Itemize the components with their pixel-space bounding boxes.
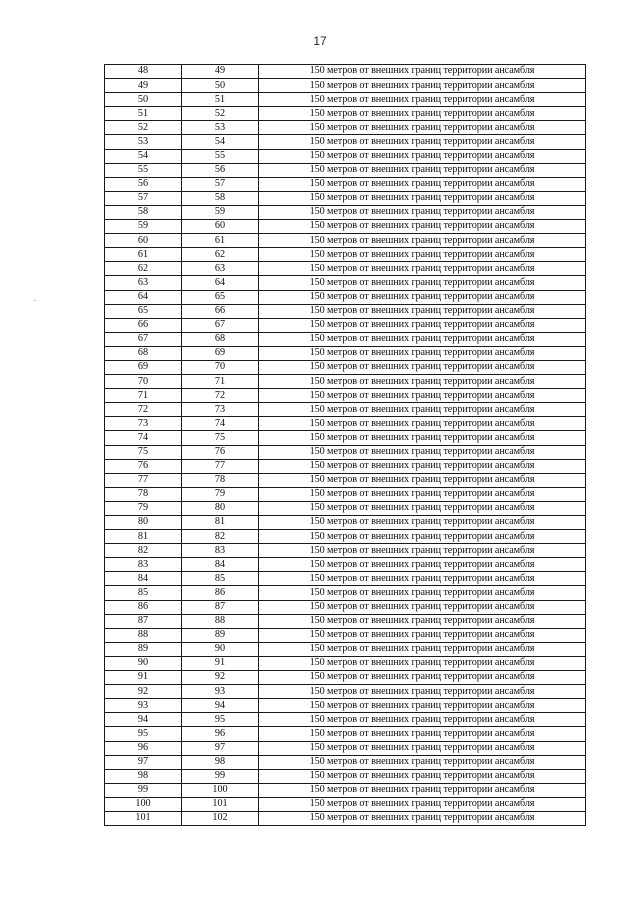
distance-description-cell: 150 метров от внешних границ территории ансамбля: [259, 191, 586, 205]
point-to-cell: 76: [182, 445, 259, 459]
point-from-cell: 73: [105, 417, 182, 431]
point-to-cell: 80: [182, 501, 259, 515]
distance-description-cell: 150 метров от внешних границ территории ансамбля: [259, 318, 586, 332]
table-row: [105, 516, 586, 530]
point-from-cell: 64: [105, 290, 182, 304]
point-from-cell: 55: [105, 163, 182, 177]
point-from-cell: 48: [105, 65, 182, 79]
table-row: [105, 797, 586, 811]
distance-description-cell: 150 метров от внешних границ территории ансамбля: [259, 558, 586, 572]
distance-description-cell: 150 метров от внешних границ территории ансамбля: [259, 516, 586, 530]
point-to-cell: 99: [182, 769, 259, 783]
point-from-cell: 49: [105, 79, 182, 93]
point-to-cell: 86: [182, 586, 259, 600]
point-to-cell: 60: [182, 220, 259, 234]
point-from-cell: 65: [105, 304, 182, 318]
table-row: [105, 191, 586, 205]
table-row: [105, 107, 586, 121]
point-to-cell: 91: [182, 656, 259, 670]
point-to-cell: 92: [182, 671, 259, 685]
point-from-cell: 74: [105, 431, 182, 445]
table-row: [105, 205, 586, 219]
distance-description-cell: 150 метров от внешних границ территории ансамбля: [259, 586, 586, 600]
point-from-cell: 61: [105, 248, 182, 262]
distance-description-cell: 150 метров от внешних границ территории ансамбля: [259, 346, 586, 360]
point-to-cell: 101: [182, 797, 259, 811]
table-row: [105, 177, 586, 191]
table-row: [105, 473, 586, 487]
point-from-cell: 86: [105, 600, 182, 614]
point-to-cell: 69: [182, 346, 259, 360]
distance-description-cell: 150 метров от внешних границ территории ансамбля: [259, 797, 586, 811]
distance-description-cell: 150 метров от внешних границ территории ансамбля: [259, 445, 586, 459]
point-to-cell: 100: [182, 783, 259, 797]
table-row: [105, 149, 586, 163]
point-from-cell: 50: [105, 93, 182, 107]
point-from-cell: 72: [105, 403, 182, 417]
point-to-cell: 97: [182, 741, 259, 755]
point-to-cell: 88: [182, 614, 259, 628]
point-from-cell: 69: [105, 360, 182, 374]
table-row: [105, 332, 586, 346]
point-to-cell: 70: [182, 360, 259, 374]
point-from-cell: 52: [105, 121, 182, 135]
distance-description-cell: 150 метров от внешних границ территории ансамбля: [259, 769, 586, 783]
point-to-cell: 87: [182, 600, 259, 614]
distance-description-cell: 150 метров от внешних границ территории ансамбля: [259, 234, 586, 248]
point-from-cell: 82: [105, 544, 182, 558]
table-row: [105, 685, 586, 699]
point-from-cell: 95: [105, 727, 182, 741]
table-row: [105, 600, 586, 614]
distance-description-cell: 150 метров от внешних границ территории ансамбля: [259, 65, 586, 79]
point-to-cell: 56: [182, 163, 259, 177]
point-from-cell: 63: [105, 276, 182, 290]
point-to-cell: 61: [182, 234, 259, 248]
point-from-cell: 59: [105, 220, 182, 234]
point-from-cell: 57: [105, 191, 182, 205]
distance-description-cell: 150 метров от внешних границ территории ансамбля: [259, 79, 586, 93]
point-to-cell: 59: [182, 205, 259, 219]
point-to-cell: 54: [182, 135, 259, 149]
point-to-cell: 98: [182, 755, 259, 769]
table-row: [105, 459, 586, 473]
point-to-cell: 82: [182, 530, 259, 544]
point-to-cell: 50: [182, 79, 259, 93]
point-to-cell: 55: [182, 149, 259, 163]
point-to-cell: 90: [182, 642, 259, 656]
point-from-cell: 62: [105, 262, 182, 276]
distance-description-cell: 150 метров от внешних границ территории ансамбля: [259, 628, 586, 642]
point-to-cell: 72: [182, 389, 259, 403]
table-body: [105, 65, 586, 826]
point-to-cell: 63: [182, 262, 259, 276]
point-from-cell: 99: [105, 783, 182, 797]
point-to-cell: 64: [182, 276, 259, 290]
distance-description-cell: 150 метров от внешних границ территории ансамбля: [259, 290, 586, 304]
table-row: [105, 135, 586, 149]
table-row: [105, 346, 586, 360]
point-from-cell: 67: [105, 332, 182, 346]
distance-description-cell: 150 метров от внешних границ территории ансамбля: [259, 671, 586, 685]
distance-description-cell: 150 метров от внешних границ территории ансамбля: [259, 163, 586, 177]
point-from-cell: 75: [105, 445, 182, 459]
distance-description-cell: 150 метров от внешних границ территории ансамбля: [259, 811, 586, 825]
distance-description-cell: 150 метров от внешних границ территории ансамбля: [259, 642, 586, 656]
table-row: [105, 318, 586, 332]
point-to-cell: 81: [182, 516, 259, 530]
table-row: [105, 544, 586, 558]
table-row: [105, 234, 586, 248]
table-row: [105, 121, 586, 135]
point-from-cell: 98: [105, 769, 182, 783]
distance-description-cell: 150 метров от внешних границ территории ансамбля: [259, 248, 586, 262]
distance-description-cell: 150 метров от внешних границ территории ансамбля: [259, 276, 586, 290]
point-from-cell: 79: [105, 501, 182, 515]
point-to-cell: 58: [182, 191, 259, 205]
table-row: [105, 65, 586, 79]
distance-description-cell: 150 метров от внешних границ территории ансамбля: [259, 107, 586, 121]
point-to-cell: 73: [182, 403, 259, 417]
distance-description-cell: 150 метров от внешних границ территории ансамбля: [259, 783, 586, 797]
distance-description-cell: 150 метров от внешних границ территории ансамбля: [259, 403, 586, 417]
point-from-cell: 53: [105, 135, 182, 149]
point-from-cell: 83: [105, 558, 182, 572]
table-row: [105, 530, 586, 544]
point-to-cell: 79: [182, 487, 259, 501]
table-row: [105, 699, 586, 713]
point-from-cell: 58: [105, 205, 182, 219]
point-to-cell: 53: [182, 121, 259, 135]
point-from-cell: 96: [105, 741, 182, 755]
point-to-cell: 74: [182, 417, 259, 431]
distance-description-cell: 150 метров от внешних границ территории ансамбля: [259, 205, 586, 219]
distance-description-cell: 150 метров от внешних границ территории ансамбля: [259, 417, 586, 431]
point-from-cell: 76: [105, 459, 182, 473]
distance-description-cell: 150 метров от внешних границ территории ансамбля: [259, 600, 586, 614]
distance-description-cell: 150 метров от внешних границ территории ансамбля: [259, 149, 586, 163]
distance-description-cell: 150 метров от внешних границ территории ансамбля: [259, 685, 586, 699]
distance-description-cell: 150 метров от внешних границ территории ансамбля: [259, 360, 586, 374]
point-to-cell: 102: [182, 811, 259, 825]
distance-description-cell: 150 метров от внешних границ территории ансамбля: [259, 389, 586, 403]
point-to-cell: 84: [182, 558, 259, 572]
point-from-cell: 60: [105, 234, 182, 248]
table-row: [105, 403, 586, 417]
point-from-cell: 90: [105, 656, 182, 670]
table-row: [105, 445, 586, 459]
distance-description-cell: 150 метров от внешних границ территории ансамбля: [259, 177, 586, 191]
point-to-cell: 95: [182, 713, 259, 727]
table-row: [105, 220, 586, 234]
table-row: [105, 304, 586, 318]
point-from-cell: 100: [105, 797, 182, 811]
point-from-cell: 92: [105, 685, 182, 699]
boundary-table: [104, 64, 586, 826]
table-row: [105, 375, 586, 389]
point-to-cell: 49: [182, 65, 259, 79]
table-row: [105, 727, 586, 741]
point-from-cell: 54: [105, 149, 182, 163]
point-from-cell: 66: [105, 318, 182, 332]
table-row: [105, 276, 586, 290]
point-to-cell: 51: [182, 93, 259, 107]
point-from-cell: 80: [105, 516, 182, 530]
table-row: [105, 163, 586, 177]
table-row: [105, 769, 586, 783]
distance-description-cell: 150 метров от внешних границ территории ансамбля: [259, 332, 586, 346]
distance-description-cell: 150 метров от внешних границ территории ансамбля: [259, 614, 586, 628]
point-from-cell: 88: [105, 628, 182, 642]
table-row: [105, 642, 586, 656]
distance-description-cell: 150 метров от внешних границ территории ансамбля: [259, 572, 586, 586]
distance-description-cell: 150 метров от внешних границ территории ансамбля: [259, 121, 586, 135]
table-row: [105, 586, 586, 600]
table-row: [105, 614, 586, 628]
distance-description-cell: 150 метров от внешних границ территории ансамбля: [259, 459, 586, 473]
point-to-cell: 66: [182, 304, 259, 318]
point-to-cell: 57: [182, 177, 259, 191]
scan-mark: [34, 300, 36, 301]
distance-description-cell: 150 метров от внешних границ территории ансамбля: [259, 487, 586, 501]
distance-description-cell: 150 метров от внешних границ территории ансамбля: [259, 220, 586, 234]
table-row: [105, 501, 586, 515]
point-to-cell: 83: [182, 544, 259, 558]
table-row: [105, 389, 586, 403]
distance-description-cell: 150 метров от внешних границ территории ансамбля: [259, 699, 586, 713]
distance-description-cell: 150 метров от внешних границ территории ансамбля: [259, 473, 586, 487]
table-row: [105, 262, 586, 276]
point-from-cell: 84: [105, 572, 182, 586]
point-to-cell: 71: [182, 375, 259, 389]
table-row: [105, 656, 586, 670]
point-from-cell: 71: [105, 389, 182, 403]
point-from-cell: 87: [105, 614, 182, 628]
point-to-cell: 85: [182, 572, 259, 586]
distance-description-cell: 150 метров от внешних границ территории ансамбля: [259, 501, 586, 515]
point-from-cell: 51: [105, 107, 182, 121]
point-from-cell: 56: [105, 177, 182, 191]
table-row: [105, 417, 586, 431]
table-row: [105, 290, 586, 304]
point-to-cell: 68: [182, 332, 259, 346]
distance-description-cell: 150 метров от внешних границ территории ансамбля: [259, 431, 586, 445]
table-row: [105, 671, 586, 685]
page-number: 17: [313, 34, 327, 48]
table-row: [105, 811, 586, 825]
point-from-cell: 94: [105, 713, 182, 727]
table-row: [105, 741, 586, 755]
table-row: [105, 431, 586, 445]
table-row: [105, 79, 586, 93]
point-from-cell: 70: [105, 375, 182, 389]
point-to-cell: 96: [182, 727, 259, 741]
point-from-cell: 68: [105, 346, 182, 360]
distance-description-cell: 150 метров от внешних границ территории ансамбля: [259, 544, 586, 558]
table-row: [105, 93, 586, 107]
point-from-cell: 77: [105, 473, 182, 487]
point-from-cell: 89: [105, 642, 182, 656]
point-to-cell: 78: [182, 473, 259, 487]
point-to-cell: 89: [182, 628, 259, 642]
point-from-cell: 81: [105, 530, 182, 544]
table-row: [105, 487, 586, 501]
point-to-cell: 94: [182, 699, 259, 713]
table-row: [105, 755, 586, 769]
distance-description-cell: 150 метров от внешних границ территории ансамбля: [259, 375, 586, 389]
point-from-cell: 93: [105, 699, 182, 713]
point-to-cell: 52: [182, 107, 259, 121]
distance-description-cell: 150 метров от внешних границ территории ансамбля: [259, 262, 586, 276]
table-row: [105, 558, 586, 572]
point-from-cell: 101: [105, 811, 182, 825]
distance-description-cell: 150 метров от внешних границ территории ансамбля: [259, 755, 586, 769]
distance-description-cell: 150 метров от внешних границ территории ансамбля: [259, 741, 586, 755]
distance-description-cell: 150 метров от внешних границ территории ансамбля: [259, 135, 586, 149]
point-from-cell: 91: [105, 671, 182, 685]
point-from-cell: 97: [105, 755, 182, 769]
distance-description-cell: 150 метров от внешних границ территории ансамбля: [259, 656, 586, 670]
table-row: [105, 628, 586, 642]
distance-description-cell: 150 метров от внешних границ территории ансамбля: [259, 713, 586, 727]
point-to-cell: 67: [182, 318, 259, 332]
table-row: [105, 360, 586, 374]
point-to-cell: 75: [182, 431, 259, 445]
table-row: [105, 248, 586, 262]
table-row: [105, 713, 586, 727]
point-from-cell: 78: [105, 487, 182, 501]
distance-description-cell: 150 метров от внешних границ территории ансамбля: [259, 727, 586, 741]
distance-description-cell: 150 метров от внешних границ территории ансамбля: [259, 530, 586, 544]
distance-description-cell: 150 метров от внешних границ территории ансамбля: [259, 304, 586, 318]
point-to-cell: 93: [182, 685, 259, 699]
point-to-cell: 62: [182, 248, 259, 262]
distance-description-cell: 150 метров от внешних границ территории ансамбля: [259, 93, 586, 107]
point-from-cell: 85: [105, 586, 182, 600]
point-to-cell: 65: [182, 290, 259, 304]
table-row: [105, 783, 586, 797]
point-to-cell: 77: [182, 459, 259, 473]
table-row: [105, 572, 586, 586]
